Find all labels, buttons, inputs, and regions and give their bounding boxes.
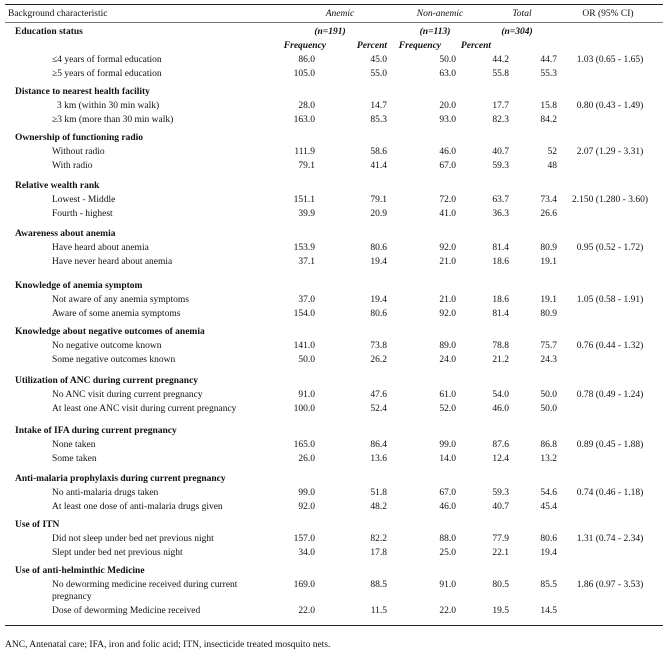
- non-anemic-frequency: 41.0: [439, 209, 456, 219]
- odds-ratio-ci: 0.78 (0.49 - 1.24): [576, 390, 644, 400]
- anemic-frequency: 111.9: [294, 147, 315, 157]
- row-label: No anti-malaria drugs taken: [52, 488, 159, 498]
- anemic-percent: 55.0: [370, 69, 387, 79]
- row-label: ≥5 years of formal education: [52, 69, 162, 79]
- non-anemic-frequency: 21.0: [439, 295, 456, 305]
- non-anemic-frequency: 24.0: [439, 355, 456, 365]
- total-percent: 73.4: [540, 195, 557, 205]
- anemic-frequency: 157.0: [293, 534, 315, 544]
- anemic-frequency: 79.1: [298, 161, 315, 171]
- col-percent-anemic: Percent: [356, 41, 387, 51]
- row-label: No deworming medicine received during current: [52, 580, 238, 590]
- non-anemic-percent: 17.7: [492, 101, 509, 111]
- non-anemic-frequency: 21.0: [439, 257, 456, 267]
- non-anemic-frequency: 22.0: [439, 606, 456, 616]
- odds-ratio-ci: 1.86 (0.97 - 3.53): [576, 580, 644, 590]
- odds-ratio-ci: 0.89 (0.45 - 1.88): [576, 440, 644, 450]
- non-anemic-frequency: 92.0: [439, 309, 456, 319]
- anemic-frequency: 37.1: [298, 257, 315, 267]
- non-anemic-percent: 44.2: [492, 55, 509, 65]
- row-label: No negative outcome known: [52, 341, 162, 351]
- anemic-frequency: 37.0: [298, 295, 315, 305]
- non-anemic-frequency: 72.0: [439, 195, 456, 205]
- row-label: Have heard about anemia: [52, 243, 149, 253]
- non-anemic-percent: 54.0: [492, 390, 509, 400]
- non-anemic-percent: 18.6: [492, 295, 509, 305]
- non-anemic-percent: 63.7: [492, 195, 509, 205]
- section-title: Intake of IFA during current pregnancy: [15, 426, 177, 436]
- anemic-frequency: 34.0: [298, 548, 315, 558]
- total-percent: 54.6: [540, 488, 557, 498]
- odds-ratio-ci: 1.31 (0.74 - 2.34): [576, 534, 644, 544]
- total-percent: 85.5: [540, 580, 557, 590]
- section-title: Use of ITN: [15, 520, 60, 530]
- section-title: Education status: [15, 27, 83, 37]
- row-label: 3 km (within 30 min walk): [57, 101, 160, 111]
- row-label-continued: pregnancy: [52, 592, 92, 602]
- non-anemic-percent: 81.4: [492, 309, 509, 319]
- total-percent: 13.2: [540, 454, 557, 464]
- odds-ratio-ci: 0.74 (0.46 - 1.18): [576, 488, 644, 498]
- anemic-percent: 11.5: [370, 606, 387, 616]
- row-label: ≤4 years of formal education: [52, 55, 162, 65]
- total-percent: 14.5: [540, 606, 557, 616]
- row-label: Fourth - highest: [52, 209, 113, 219]
- anemic-percent: 26.2: [370, 355, 387, 365]
- anemic-percent: 73.8: [370, 341, 387, 351]
- anemic-percent: 80.6: [370, 309, 387, 319]
- row-label: Did not sleep under bed net previous night: [52, 534, 214, 544]
- non-anemic-frequency: 25.0: [439, 548, 456, 558]
- section-title: Anti-malaria prophylaxis during current pregnancy: [15, 474, 226, 484]
- row-label: Slept under bed net previous night: [52, 548, 183, 558]
- col-frequency-anemic: Frequency: [283, 41, 326, 51]
- total-percent: 44.7: [540, 55, 557, 65]
- non-anemic-frequency: 61.0: [439, 390, 456, 400]
- total-percent: 86.8: [540, 440, 557, 450]
- total-percent: 50.0: [540, 390, 557, 400]
- header-non-anemic: Non-anemic: [416, 9, 464, 19]
- anemic-frequency: 39.9: [298, 209, 315, 219]
- non-anemic-frequency: 14.0: [439, 454, 456, 464]
- non-anemic-frequency: 50.0: [439, 55, 456, 65]
- non-anemic-frequency: 99.0: [439, 440, 456, 450]
- anemic-frequency: 163.0: [293, 115, 315, 125]
- total-percent: 19.1: [540, 257, 557, 267]
- anemic-percent: 17.8: [370, 548, 387, 558]
- section-title: Knowledge about negative outcomes of anemia: [15, 327, 205, 337]
- non-anemic-percent: 59.3: [492, 161, 509, 171]
- top-rule: [5, 4, 663, 5]
- anemic-frequency: 91.0: [298, 390, 315, 400]
- header-total: Total: [512, 9, 532, 19]
- row-label: Without radio: [52, 147, 105, 157]
- anemic-percent: 47.6: [370, 390, 387, 400]
- anemic-percent: 79.1: [370, 195, 387, 205]
- anemic-percent: 41.4: [370, 161, 387, 171]
- anemic-frequency: 100.0: [293, 404, 315, 414]
- total-percent: 50.0: [540, 404, 557, 414]
- anemic-frequency: 26.0: [298, 454, 315, 464]
- non-anemic-frequency: 20.0: [439, 101, 456, 111]
- non-anemic-percent: 36.3: [492, 209, 509, 219]
- anemic-frequency: 153.9: [293, 243, 315, 253]
- row-label: Dose of deworming Medicine received: [52, 606, 201, 616]
- non-anemic-frequency: 89.0: [439, 341, 456, 351]
- non-anemic-percent: 77.9: [492, 534, 509, 544]
- header-or-ci: OR (95% CI): [582, 9, 634, 19]
- total-percent: 52: [547, 147, 557, 157]
- row-label: With radio: [52, 161, 93, 171]
- total-percent: 45.4: [540, 502, 557, 512]
- total-percent: 19.1: [540, 295, 557, 305]
- anemic-frequency: 99.0: [298, 488, 315, 498]
- non-anemic-percent: 21.2: [492, 355, 509, 365]
- non-anemic-percent: 40.7: [492, 502, 509, 512]
- anemic-percent: 58.6: [370, 147, 387, 157]
- section-title: Use of anti-helminthic Medicine: [15, 566, 145, 576]
- total-percent: 15.8: [540, 101, 557, 111]
- non-anemic-percent: 87.6: [492, 440, 509, 450]
- row-label: Aware of some anemia symptoms: [52, 309, 181, 319]
- col-frequency-non-anemic: Frequency: [398, 41, 441, 51]
- non-anemic-frequency: 67.0: [439, 488, 456, 498]
- non-anemic-percent: 80.5: [492, 580, 509, 590]
- row-label: At least one dose of anti-malaria drugs given: [52, 502, 223, 512]
- non-anemic-percent: 82.3: [492, 115, 509, 125]
- non-anemic-percent: 59.3: [492, 488, 509, 498]
- anemic-percent: 85.3: [370, 115, 387, 125]
- row-label: None taken: [52, 440, 96, 450]
- section-title: Utilization of ANC during current pregnancy: [15, 376, 199, 386]
- total-percent: 80.9: [540, 309, 557, 319]
- anemic-frequency: 151.1: [293, 195, 315, 205]
- non-anemic-percent: 19.5: [492, 606, 509, 616]
- odds-ratio-ci: 0.80 (0.43 - 1.49): [576, 101, 644, 111]
- row-label: At least one ANC visit during current pregnancy: [52, 404, 237, 414]
- total-percent: 75.7: [540, 341, 557, 351]
- section-title: Knowledge of anemia symptom: [15, 281, 143, 291]
- odds-ratio-ci: 1.03 (0.65 - 1.65): [576, 55, 644, 65]
- odds-ratio-ci: 1.05 (0.58 - 1.91): [576, 295, 644, 305]
- non-anemic-n: (n=113): [419, 27, 451, 37]
- anemic-percent: 14.7: [370, 101, 387, 111]
- section-title: Ownership of functioning radio: [15, 133, 144, 143]
- anemic-percent: 20.9: [370, 209, 387, 219]
- anemic-percent: 48.2: [370, 502, 387, 512]
- section-title: Distance to nearest health facility: [15, 87, 150, 97]
- odds-ratio-ci: 2.150 (1.280 - 3.60): [572, 195, 648, 205]
- non-anemic-percent: 40.7: [492, 147, 509, 157]
- non-anemic-percent: 18.6: [492, 257, 509, 267]
- row-label: Some negative outcomes known: [52, 355, 176, 365]
- non-anemic-percent: 46.0: [492, 404, 509, 414]
- non-anemic-frequency: 67.0: [439, 161, 456, 171]
- header-anemic: Anemic: [325, 9, 355, 19]
- anemic-percent: 19.4: [370, 257, 387, 267]
- non-anemic-frequency: 46.0: [439, 147, 456, 157]
- anemic-percent: 82.2: [370, 534, 387, 544]
- total-percent: 84.2: [540, 115, 557, 125]
- anemic-percent: 86.4: [370, 440, 387, 450]
- total-percent: 80.9: [540, 243, 557, 253]
- total-percent: 26.6: [540, 209, 557, 219]
- total-percent: 24.3: [540, 355, 557, 365]
- anemic-frequency: 22.0: [298, 606, 315, 616]
- odds-ratio-ci: 0.76 (0.44 - 1.32): [576, 341, 644, 351]
- non-anemic-percent: 22.1: [492, 548, 509, 558]
- col-percent-non-anemic: Percent: [460, 41, 491, 51]
- anemic-frequency: 165.0: [293, 440, 315, 450]
- anemic-frequency: 86.0: [298, 55, 315, 65]
- anemic-frequency: 92.0: [298, 502, 315, 512]
- row-label: Some taken: [52, 454, 97, 464]
- anemic-percent: 19.4: [370, 295, 387, 305]
- non-anemic-frequency: 92.0: [439, 243, 456, 253]
- total-percent: 19.4: [540, 548, 557, 558]
- non-anemic-frequency: 52.0: [439, 404, 456, 414]
- non-anemic-frequency: 93.0: [439, 115, 456, 125]
- footnote: ANC, Antenatal care; IFA, iron and folic acid; ITN, insecticide treated mosquito nets.: [5, 640, 331, 650]
- anemic-frequency: 154.0: [293, 309, 315, 319]
- odds-ratio-ci: 0.95 (0.52 - 1.72): [576, 243, 644, 253]
- bottom-rule: [5, 625, 663, 626]
- anemic-n: (n=191): [314, 27, 346, 37]
- row-label: Not aware of any anemia symptoms: [52, 295, 189, 305]
- row-label: No ANC visit during current pregnancy: [52, 390, 203, 400]
- odds-ratio-ci: 2.07 (1.29 - 3.31): [576, 147, 644, 157]
- anemic-percent: 13.6: [370, 454, 387, 464]
- section-title: Awareness about anemia: [15, 229, 116, 239]
- non-anemic-percent: 81.4: [492, 243, 509, 253]
- total-percent: 48: [547, 161, 557, 171]
- anemic-percent: 45.0: [370, 55, 387, 65]
- anemic-frequency: 28.0: [298, 101, 315, 111]
- anemic-frequency: 141.0: [293, 341, 315, 351]
- header-characteristic: Background characteristic: [8, 9, 108, 19]
- non-anemic-percent: 78.8: [492, 341, 509, 351]
- anemic-percent: 88.5: [370, 580, 387, 590]
- header-rule: [5, 22, 663, 23]
- section-title: Relative wealth rank: [15, 181, 100, 191]
- non-anemic-frequency: 46.0: [439, 502, 456, 512]
- anemic-frequency: 50.0: [298, 355, 315, 365]
- row-label: Lowest - Middle: [52, 195, 116, 205]
- anemic-percent: 52.4: [370, 404, 387, 414]
- total-n: (n=304): [501, 27, 533, 37]
- anemic-percent: 51.8: [370, 488, 387, 498]
- total-percent: 80.6: [540, 534, 557, 544]
- non-anemic-percent: 55.8: [492, 69, 509, 79]
- total-percent: 55.3: [540, 69, 557, 79]
- non-anemic-frequency: 91.0: [439, 580, 456, 590]
- non-anemic-frequency: 63.0: [439, 69, 456, 79]
- non-anemic-percent: 12.4: [492, 454, 509, 464]
- row-label: Have never heard about anemia: [52, 257, 173, 267]
- row-label: ≥3 km (more than 30 min walk): [52, 115, 174, 125]
- anemic-percent: 80.6: [370, 243, 387, 253]
- anemic-frequency: 105.0: [293, 69, 315, 79]
- non-anemic-frequency: 88.0: [439, 534, 456, 544]
- anemic-frequency: 169.0: [293, 580, 315, 590]
